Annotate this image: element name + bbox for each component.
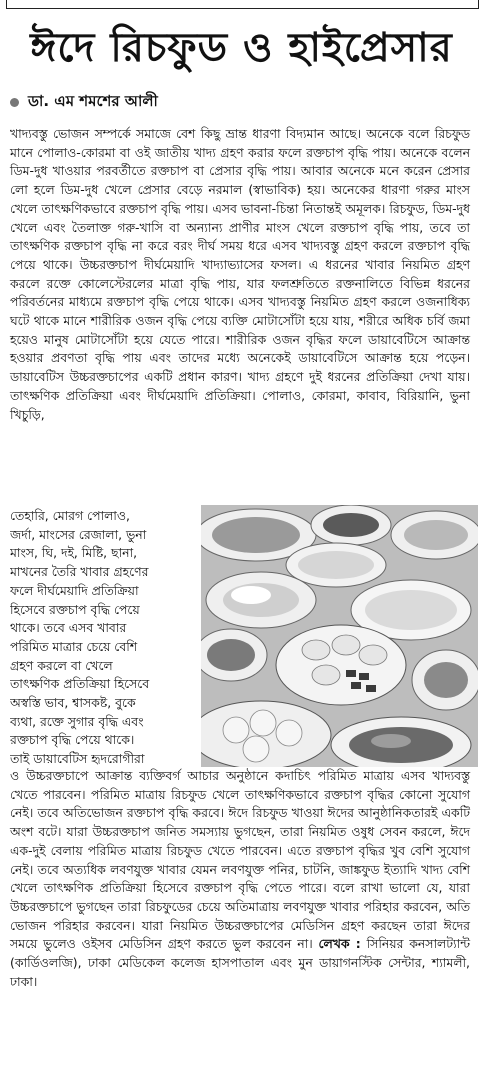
wrap-line: হিসেবে রক্তচাপ বৃদ্ধি পেয়ে — [10, 601, 140, 617]
wrap-line: রক্তচাপ বৃদ্ধি পেয়ে থাকে। — [10, 732, 135, 748]
wrap-line: অস্বস্তি ভাব, শ্বাসকষ্ট, বুকে — [10, 695, 136, 711]
wrap-line: তাই ডায়াবেটিস হৃদরোগীরা — [10, 751, 145, 767]
wrap-line: পরিমিত মাত্রার চেয়ে বেশি — [10, 638, 138, 654]
intro-paragraph: খাদ্যবস্তু ভোজন সম্পর্কে সমাজে বেশ কিছু ভ্রান্ত ধারণা বিদ্যমান আছে। অনেকে বলে রিচফুড মানে পোলাও-কোরমা বা ওই জাতীয় খাদ্য গ্রহণ করার ফলে রক্তচাপ বৃদ্ধি পায়। অনেকে বলেন ডিম-দুধ খাওয়ার পরবর্তীতে রক্তচাপ বা প্রেসার বৃদ্ধি পায়। আবার অনেকে মনে করেন প্রেসার লো হলে ডিম-দুধ খেলে প্রেসার বেড়ে নরমাল (স্বাভাবিক) হয়। অনেকের ধারণা গরুর মাংস খেলে তাৎক্ষণিকভাবে রক্তচাপ বৃদ্ধি পায়। এসব ভাবনা-চিন্তা নিতান্তই অমূলক। রিচফুড, ডিম-দুধ খেলে এবং তৈলাক্ত গরু-খাসি বা অন্যান্য প্রাণীর মাংস খেলে রক্তচাপ বৃদ্ধি পায়, তবে তা তাৎক্ষণিক রক্তচাপ বৃদ্ধি না করে বরং দীর্ঘ সময় ধরে এসব খাদ্যবস্তু গ্রহণ করলে রক্তচাপ বৃদ্ধি পেয়ে থাকে। উচ্চরক্তচাপ দীর্ঘমেয়াদি খাদ্যাভ্যাসের ফসল। এ ধরনের খাবার নিয়মিত গ্রহণ করলে রক্তে কোলেস্টেরলের মাত্রা বৃদ্ধি পায়, যার ফলশ্রুতিতে রক্তনালিতে বিভিন্ন ধরনের পরিবর্তনের মাধ্যমে রক্তচাপ বৃদ্ধি পেয়ে থাকে। এসব খাদ্যবস্তু নিয়মিত গ্রহণ করলে ওজনাধিক্য ঘটে থাকে মানে শারীরিক ওজন বৃদ্ধি পেয়ে ব্যক্তি মোটাসোঁটা হয়ে যায়, শরীরে অধিক চর্বি জমা হয়েও মানুষ মোটাসোঁটা হয়ে যেতে পারে। শারীরিক ওজন বৃদ্ধির ফলে ডায়াবেটিসে আক্রান্ত হওয়ার প্রবণতা বৃদ্ধি পায় এবং তাদের মধ্যে অনেকেই ডায়াবেটিসে আক্রান্ত হয়ে পড়েন। ডায়াবেটিস উচ্চরক্তচাপের একটি প্রধান কারণ। খাদ্য গ্রহণে দুই ধরনের প্রতিক্রিয়া দেখা যায়। তাৎক্ষণিক প্রতিক্রিয়া এবং দীর্ঘমেয়াদি প্রতিক্রিয়া। পোলাও, কোরমা, কাবাব, বিরিয়ানি, ভুনা খিচুড়ি, — [10, 126, 470, 422]
wrap-line: ব্যথা, রক্তে সুগার বৃদ্ধি এবং — [10, 713, 144, 729]
wrapped-column — [10, 507, 200, 769]
wrap-line: মাখনের তৈরি খাবার গ্রহণের — [10, 564, 149, 580]
food-platter-photo-icon — [201, 505, 478, 767]
wrap-line: জর্দা, মাংসের রেজালা, ভুনা — [10, 526, 147, 542]
closing-paragraph: ও উচ্চরক্তচাপে আক্রান্ত ব্যক্তিবর্গ আচার অনুষ্ঠানে কদাচিৎ পরিমিত মাত্রায় এসব খাদ্যবস্তু খেতে পারবেন। পরিমিত মাত্রায় রিচফুড খেলে তাৎক্ষণিকভাবে রক্তচাপ বৃদ্ধির কোনো সুযোগ নেই। তবে অতিভোজন রক্তচাপ বৃদ্ধি করবে। ঈদে রিচফুড খাওয়া ঈদের আনুষ্ঠানিকতারই একটি অংশ বটে। যারা উচ্চরক্তচাপ জনিত সমস্যায় ভুগছেন, তারা নিয়মিত ওষুধ সেবন করলে, ঈদে এক-দুই বেলায় পরিমিত মাত্রায় রিচফুড খেতে পারবেন। এতে রক্তচাপ বৃদ্ধির খুব বেশি সুযোগ নেই। তবে অত্যধিক লবণযুক্ত খাবার যেমন লবণযুক্ত পনির, চাটনি, জাঙ্কফুড ইত্যাদি খাদ্য বেশি খেলে তাৎক্ষণিক প্রতিক্রিয়া হিসেবে রক্তচাপ বৃদ্ধি পেতে পারে। বলে রাখা ভালো যে, যারা উচ্চরক্তচাপে ভুগছেন তারা রিচফুডের চেয়ে অতিমাত্রায় লবণযুক্ত খাবার পরিহার করবেন, অতি ভোজন পরিহার করবেন। যারা নিয়মিত উচ্চরক্তচাপের মেডিসিন গ্রহণ করছেন তারা ঈদের সময়ে ভুলেও ওইসব মেডিসিন গ্রহণ করতে ভুল করবেন না। — [10, 768, 470, 952]
article-closing — [10, 767, 470, 991]
wrap-line: তাৎক্ষণিক প্রতিক্রিয়া হিসেবে — [10, 676, 150, 692]
wrap-line: থাকে। তবে এসব খাবার — [10, 620, 127, 636]
byline — [10, 90, 158, 114]
author-name: ডা. এম শমশের আলী — [28, 91, 158, 110]
wrap-line: গ্রহণ করলে বা খেলে — [10, 657, 113, 673]
food-photo — [201, 505, 478, 767]
wrap-line: তেহারি, মোরগ পোলাও, — [10, 508, 130, 523]
wrap-line: মাংস, ঘি, দই, মিষ্টি, ছানা, — [10, 545, 138, 561]
bullet-icon — [10, 98, 19, 107]
article-intro — [10, 125, 470, 424]
wrap-line: ফলে দীর্ঘমেয়াদি প্রতিক্রিয়া — [10, 582, 139, 598]
author-info: সিনিয়র কনসালট্যান্ট (কার্ডিওলজি), ঢাকা মেডিকেল কলেজ হাসপাতাল এবং মুন ডায়াগনস্টিক সেন্টার, শ্যামলী, ঢাকা। — [10, 936, 470, 989]
author-label: লেখক : — [318, 936, 361, 952]
article-headline: ঈদে রিচফুড ও হাইপ্রেসার — [30, 25, 453, 71]
top-frame-rule — [6, 0, 479, 9]
